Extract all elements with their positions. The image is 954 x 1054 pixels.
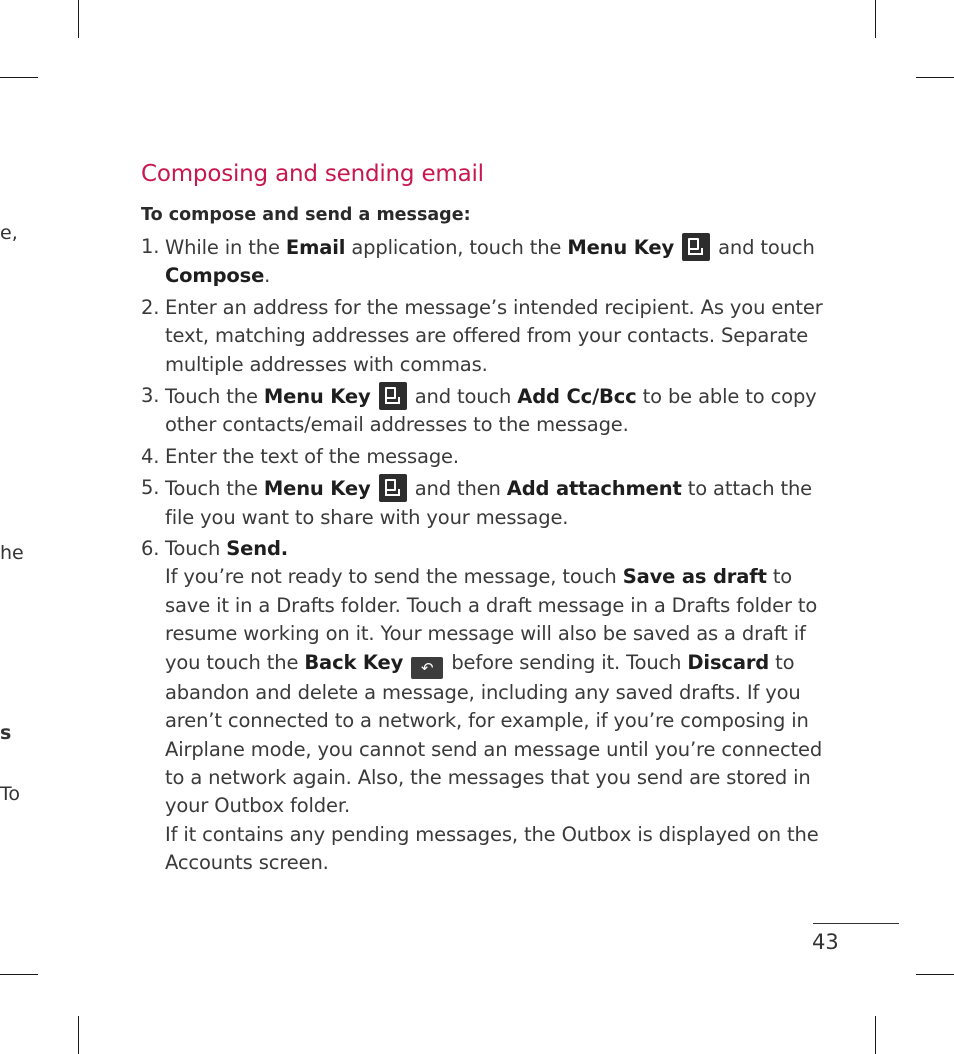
- edge-fragment: To: [0, 783, 21, 805]
- step-number: 2.: [141, 295, 160, 319]
- term-add-attachment: Add attachment: [506, 477, 682, 501]
- term-discard: Discard: [687, 650, 770, 674]
- step-text: If you’re not ready to send the message, touch: [165, 565, 623, 589]
- subheading: To compose and send a message:: [141, 205, 471, 225]
- list-item: [141, 382, 836, 440]
- list-item: [141, 474, 836, 532]
- list-item: [141, 443, 836, 471]
- crop-mark: [916, 974, 954, 975]
- step-number: 1.: [141, 235, 160, 258]
- step-text: and then: [408, 477, 507, 501]
- step-text: Enter an address for the message’s intended recipient. As you enter text, matching addresses are offered from your contacts. Separate multiple addresses with commas.: [165, 295, 823, 376]
- term-menu-key: Menu Key: [263, 477, 371, 501]
- step-text: application, touch the: [345, 236, 568, 259]
- edge-fragment: e,: [0, 222, 18, 244]
- step-number: 5.: [141, 476, 160, 500]
- step-text: to be able to copy other contacts/email addresses to the message.: [165, 385, 817, 437]
- term-compose: Compose: [165, 264, 265, 288]
- step-text: and touch: [712, 236, 815, 259]
- step-text: to attach the file you want to share with your message.: [165, 477, 813, 529]
- section-title: Composing and sending email: [141, 161, 484, 187]
- crop-mark: [916, 77, 954, 78]
- step-text: Touch the: [165, 477, 264, 501]
- crop-mark: [875, 1016, 876, 1054]
- step-text: before sending it. Touch: [451, 650, 688, 674]
- edge-fragment: s: [0, 722, 12, 744]
- back-key-icon: ↶: [411, 657, 443, 679]
- page-number: 43: [812, 930, 839, 954]
- step-text: .: [264, 264, 271, 288]
- list-item: [141, 294, 836, 379]
- step-text: to save it in a Drafts folder. Touch a draft message in a Drafts folder to resume working on it. Your message will also be saved as a draft if you touch the: [165, 565, 818, 674]
- crop-mark: [78, 1016, 79, 1054]
- term-back-key: Back Key: [304, 650, 404, 674]
- term-add-cc-bcc: Add Cc/Bcc: [517, 385, 637, 409]
- page-number-rule: [813, 923, 899, 924]
- term-email: Email: [285, 236, 346, 259]
- term-save-as-draft: Save as draft: [622, 565, 767, 589]
- step-text: Touch: [165, 537, 227, 561]
- list-item: [141, 233, 836, 291]
- term-menu-key: Menu Key: [263, 385, 371, 409]
- menu-key-icon: [682, 233, 710, 261]
- menu-key-icon: [379, 382, 407, 410]
- step-text: and touch: [408, 385, 518, 409]
- step-number: 6.: [141, 537, 160, 561]
- crop-mark: [0, 77, 38, 78]
- crop-mark: [875, 0, 876, 38]
- step-text: If it contains any pending messages, the Outbox is displayed on the Accounts screen.: [165, 822, 819, 875]
- term-menu-key: Menu Key: [567, 236, 675, 259]
- step-text: While in the: [165, 236, 286, 259]
- menu-key-icon: [379, 474, 407, 502]
- step-text: Touch the: [165, 385, 264, 409]
- edge-fragment: he: [0, 542, 24, 564]
- term-send: Send.: [226, 537, 289, 561]
- step-text: to abandon and delete a message, including any saved drafts. If you aren’t connected to a network, for example, if you’re composing in Airplane mode, you cannot send an message until you’re connected to a network again. Also, the messages that you send are stored in your Outbox folder.: [165, 650, 823, 818]
- steps-list: [141, 233, 836, 878]
- crop-mark: [0, 974, 38, 975]
- step-number: 4.: [141, 444, 160, 468]
- list-item: [141, 535, 836, 877]
- step-text: Enter the text of the message.: [165, 444, 459, 468]
- step-number: 3.: [141, 384, 160, 408]
- crop-mark: [78, 0, 79, 38]
